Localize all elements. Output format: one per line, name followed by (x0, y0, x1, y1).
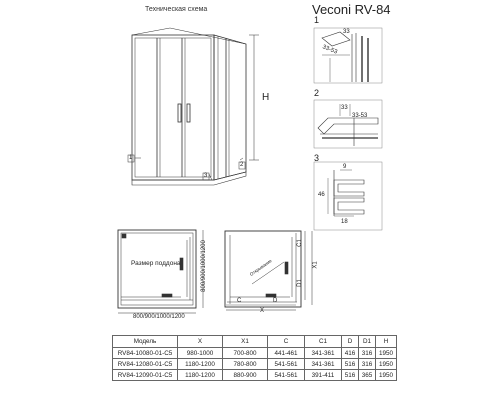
tray-bottom-dim: 800/900/1000/1200 (133, 314, 185, 320)
cell-x1: 880-900 (223, 370, 268, 381)
cell-d1: 316 (359, 359, 376, 370)
detail-1-drawing (314, 28, 382, 83)
x-label: X (260, 308, 265, 314)
cell-d: 516 (342, 359, 359, 370)
cell-x1: 700-800 (223, 348, 268, 359)
detail-2-dim-b: 33-53 (352, 113, 368, 119)
header-model: Модель (113, 336, 178, 348)
cell-d: 516 (342, 370, 359, 381)
header-c: C (268, 336, 305, 348)
c-label: C (237, 298, 242, 304)
cell-c1: 391-411 (305, 370, 342, 381)
c1-label: C1 (296, 239, 303, 247)
d-label: D (273, 298, 278, 304)
cell-c1: 341-361 (305, 348, 342, 359)
opening-label: Открывание (248, 258, 273, 277)
detail-2-drawing (314, 100, 382, 148)
cell-x: 1180-1200 (178, 370, 223, 381)
detail-1-dim-a: 33 (343, 29, 350, 35)
cell-h: 1950 (376, 348, 397, 359)
scheme-title: Техническая схема (145, 6, 208, 13)
tray-size-label: Размер поддона (131, 260, 181, 267)
table-row (113, 348, 397, 359)
plan-left-drawing (118, 230, 203, 313)
cell-h: 1950 (376, 370, 397, 381)
spec-table (112, 335, 397, 381)
marker-2: 2 (240, 162, 244, 168)
cell-model: RV84-12080-01-C5 (113, 359, 178, 370)
cell-model: RV84-10080-01-C5 (113, 348, 178, 359)
cell-x1: 780-800 (223, 359, 268, 370)
detail-3-dim-a: 46 (318, 192, 325, 198)
cell-c1: 341-361 (305, 359, 342, 370)
header-x1: X1 (223, 336, 268, 348)
detail-1-number: 1 (314, 15, 320, 25)
detail-3-dim-b: 9 (343, 164, 347, 170)
header-c1: C1 (305, 336, 342, 348)
table-header-row (113, 336, 397, 348)
cell-c: 441-461 (268, 348, 305, 359)
cell-x: 980-1000 (178, 348, 223, 359)
cell-c: 541-561 (268, 370, 305, 381)
x1-label: X1 (312, 261, 319, 269)
cell-d1: 316 (359, 348, 376, 359)
cell-model: RV84-12090-01-C5 (113, 370, 178, 381)
cell-c: 541-561 (268, 359, 305, 370)
marker-3: 3 (204, 173, 208, 179)
detail-1-dim-b: 33-53 (321, 44, 338, 56)
detail-2-dim-a: 33 (341, 105, 348, 111)
detail-3-number: 3 (314, 153, 320, 163)
header-h: H (376, 336, 397, 348)
cell-h: 1950 (376, 359, 397, 370)
cell-d1: 365 (359, 370, 376, 381)
tray-side-dim: 800/900/1000/1200 (200, 240, 207, 292)
header-d: D (342, 336, 359, 348)
header-d1: D1 (359, 336, 376, 348)
height-label: H (262, 92, 270, 103)
table-row (113, 370, 397, 381)
header-x: X (178, 336, 223, 348)
marker-1: 1 (129, 155, 133, 161)
cell-x: 1180-1200 (178, 359, 223, 370)
table-row (113, 359, 397, 370)
detail-3-dim-c: 18 (341, 219, 348, 225)
brand-title: Veconi RV-84 (312, 2, 391, 17)
d1-label: D1 (296, 279, 303, 287)
cell-d: 416 (342, 348, 359, 359)
detail-2-number: 2 (314, 88, 320, 98)
